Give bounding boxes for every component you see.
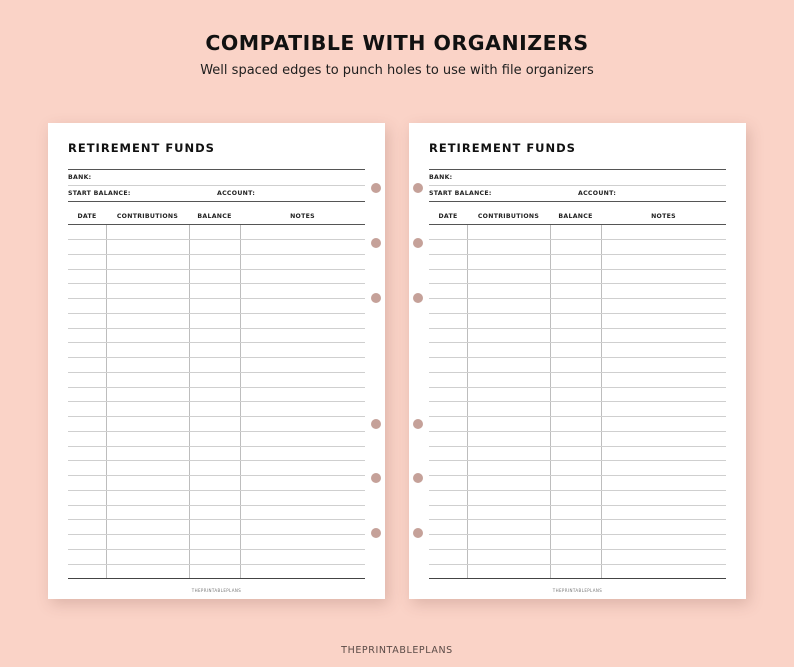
column-header-date: DATE xyxy=(77,213,97,220)
divider xyxy=(68,169,365,170)
table-row-line xyxy=(68,269,365,270)
table-row-line xyxy=(68,475,365,476)
table-row-line xyxy=(429,298,726,299)
table-row-line xyxy=(429,475,726,476)
punch-hole xyxy=(371,293,381,303)
sheet-title: RETIREMENT FUNDS xyxy=(429,141,576,155)
table-row-line xyxy=(429,313,726,314)
table-row-line xyxy=(429,519,726,520)
account-label: ACCOUNT: xyxy=(217,190,256,197)
table-row-line xyxy=(429,549,726,550)
table-row-line xyxy=(429,564,726,565)
table-bottom-line xyxy=(429,578,726,579)
table-row-line xyxy=(68,534,365,535)
sheet-brand: THEPRINTABLEPLANS xyxy=(552,588,603,593)
divider xyxy=(429,185,726,186)
table-row-line xyxy=(429,387,726,388)
table-row-line xyxy=(429,460,726,461)
table-row-line xyxy=(68,283,365,284)
punch-hole xyxy=(371,183,381,193)
column-header-date: DATE xyxy=(438,213,458,220)
table-header-divider xyxy=(429,224,726,225)
punch-hole xyxy=(413,238,423,248)
bank-label: BANK: xyxy=(429,174,453,181)
table-row-line xyxy=(68,357,365,358)
table-row-line xyxy=(68,446,365,447)
column-header-notes: NOTES xyxy=(651,213,676,220)
table-row-line xyxy=(429,239,726,240)
planner-sheet-right xyxy=(409,123,746,599)
divider xyxy=(68,185,365,186)
table-row-line xyxy=(68,416,365,417)
table-row-line xyxy=(429,490,726,491)
divider xyxy=(429,201,726,202)
punch-hole xyxy=(371,238,381,248)
table-row-line xyxy=(429,372,726,373)
table-row-line xyxy=(68,372,365,373)
table-row-line xyxy=(429,357,726,358)
table-row-line xyxy=(68,401,365,402)
divider xyxy=(429,169,726,170)
table-row-line xyxy=(429,401,726,402)
table-row-line xyxy=(429,254,726,255)
table-row-line xyxy=(68,519,365,520)
planner-sheet-left xyxy=(48,123,385,599)
table-row-line xyxy=(68,313,365,314)
column-header-contributions: CONTRIBUTIONS xyxy=(477,213,540,220)
start-balance-label: START BALANCE: xyxy=(68,190,131,197)
punch-hole xyxy=(371,528,381,538)
account-label: ACCOUNT: xyxy=(578,190,617,197)
table-bottom-line xyxy=(68,578,365,579)
punch-hole xyxy=(413,528,423,538)
table-row-line xyxy=(68,505,365,506)
footer-brand: THEPRINTABLEPLANS xyxy=(341,645,453,656)
table-row-line xyxy=(429,431,726,432)
table-row-line xyxy=(429,342,726,343)
table-row-line xyxy=(68,460,365,461)
table-row-line xyxy=(68,342,365,343)
punch-hole xyxy=(413,293,423,303)
punch-hole xyxy=(371,473,381,483)
sheet-brand: THEPRINTABLEPLANS xyxy=(191,588,242,593)
table-row-line xyxy=(429,416,726,417)
punch-hole xyxy=(413,183,423,193)
table-row-line xyxy=(68,328,365,329)
table-row-line xyxy=(68,549,365,550)
table-row-line xyxy=(68,431,365,432)
table-row-line xyxy=(429,505,726,506)
column-header-notes: NOTES xyxy=(290,213,315,220)
table-row-line xyxy=(68,254,365,255)
table-row-line xyxy=(68,387,365,388)
table-row-line xyxy=(429,269,726,270)
column-header-balance: BALANCE xyxy=(197,213,232,220)
table-row-line xyxy=(68,239,365,240)
divider xyxy=(68,201,365,202)
table-header-divider xyxy=(68,224,365,225)
bank-label: BANK: xyxy=(68,174,92,181)
column-header-contributions: CONTRIBUTIONS xyxy=(116,213,179,220)
punch-hole xyxy=(371,419,381,429)
headline: COMPATIBLE WITH ORGANIZERS xyxy=(205,31,589,55)
table-row-line xyxy=(68,298,365,299)
table-row-line xyxy=(429,328,726,329)
punch-hole xyxy=(413,473,423,483)
table-row-line xyxy=(429,446,726,447)
punch-hole xyxy=(413,419,423,429)
subheadline: Well spaced edges to punch holes to use with file organizers xyxy=(200,63,594,78)
start-balance-label: START BALANCE: xyxy=(429,190,492,197)
column-header-balance: BALANCE xyxy=(558,213,593,220)
sheet-title: RETIREMENT FUNDS xyxy=(68,141,215,155)
table-row-line xyxy=(68,564,365,565)
table-row-line xyxy=(68,490,365,491)
table-row-line xyxy=(429,534,726,535)
table-row-line xyxy=(429,283,726,284)
